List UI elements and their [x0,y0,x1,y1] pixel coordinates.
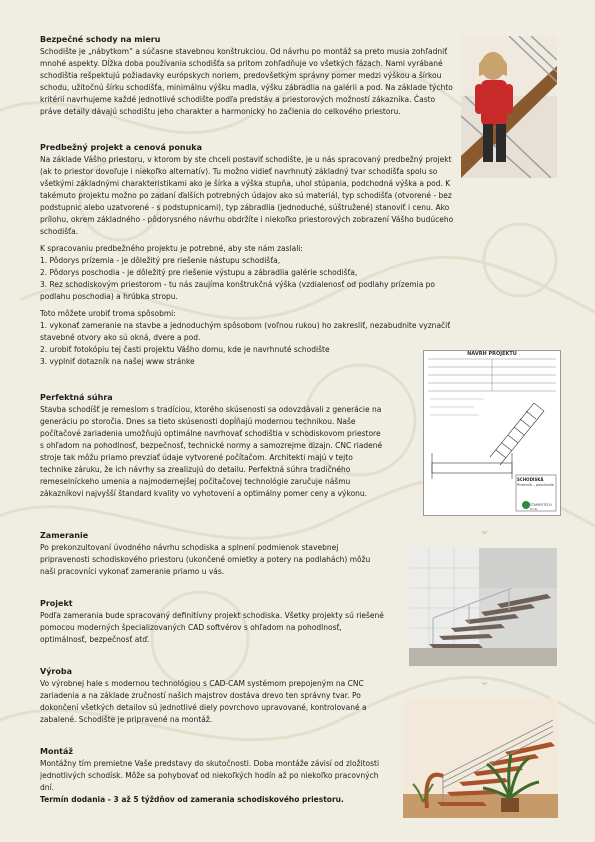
body-assembly: Montážny tím premietne Vaše predstavy do skutočnosti. Doba montáže závisí od zložitosti jednotlivých schodísk. Môže sa pohybovať od niekoľkých hodín až po niekoľko pracovných dní. [40,759,380,792]
section-project [40,598,385,646]
list-intro: K spracovaniu predbežného projektu je potrebné, aby ste nám zaslali: [40,244,303,253]
ways-intro: Toto môžete urobiť troma spôsobmi: [40,309,176,318]
delivery-term: Termín dodania - 3 až 5 týždňov od zamerania schodiskového priestoru. [40,795,344,804]
photo-child-on-stairs [461,36,557,178]
list-item: 2. Pôdorys poschodia - je dôležitý pre riešenie výstupu a zábradlia galérie schodišťa, [40,268,358,277]
body-measurement: Po prekonzultovaní úvodného návrhu schodiska a splnení podmienok stavebnej pripravenosti schodiskového priestoru (ukončené omietky a potery na podlahách) môžu naši pracovníci vykonať zameranie priamo u vás. [40,543,371,576]
drawing-title: NÁVRH PROJEKTU [467,351,517,357]
heading-perfect-harmony: Perfektná súhra [40,393,113,402]
section-preliminary-project [40,142,455,368]
chevron-down-icon: ⌄ [479,674,490,689]
drawing-contact: ŠTAMPOTECH s.r.o. [530,503,552,511]
drawing-brand: SCHODISKÁ [517,477,544,482]
heading-measurement: Zameranie [40,531,89,540]
body-production: Vo výrobnej hale s modernou technológiou s CAD-CAM systémom prepojeným na CNC zariadenia a na základe zručností našich majstrov dostáva drevo ten správny tvar. Po dokončení všetkých detailov sú jednotlivé diely povrchovo upravované, kontrolované a zabalené. Schodište je pripravené na montáž. [40,679,367,724]
body-preliminary-project: Na základe Vášho priestoru, v ktorom by ste chceli postaviť schodište, je u nás spracovaný predbežný projekt (ak to priestor dovoľuje i niekoľko alternatív). Tu možno vidieť navrhnutý základný tvar schodišťa spolu so všetkými základnými charakteristikami ako je šírka a výška stupňa, uhol stúpania, podchodná výška a pod. K takémuto projektu možno po zadaní ďalších potrebných údajov ako sú materiál, typ schodišťa (otvorené - bez podstupnic alebo uzatvorené - s podstupnicami), typ zábradlia (jednoduché, súštružené) stanoviť i cenu. Ako prílohu, okrem základného - pôdorysného návrhu obdržíte i niekoľko priestorových zobrazení Vášho budúceho schodišťa. [40,155,454,236]
list-item: 3. vyplniť dotazník na našej www stránke [40,357,195,366]
list-item: 1. vykonať zameranie na stavbe a jednoduchým spôsobom (voľnou rukou) ho zakresliť, nezabudnite vyznačiť stavebné otvory ako sú okná, dvere a pod. [40,321,451,342]
photo-modern-staircase [409,548,557,666]
list-item: 2. urobiť fotokópiu tej časti projektu Vášho domu, kde je navrhnuté schodište [40,345,330,354]
list-item: 3. Rez schodiskovým priestorom - tu nás zaujíma konštrukčná výška (vzdialenosť od podlahy prízemia po podlahu poschodia) a hrúbka stropu. [40,280,436,301]
section-perfect-harmony [40,392,385,500]
heading-safe-stairs: Bezpečné schody na mieru [40,35,161,44]
body-perfect-harmony: Stavba schodíšť je remeslom s tradíciou, ktorého skúsenosti sa odovzdávali z generácie na generáciu po storočia. Dnes sa tieto skúsenosti dopĺňajú modernou technikou. Naše počítačové zariadenia umožňujú optimálne navrhovať schodištia v schodiskovom priestore s ohľadom na pohodlnosť, bezpečnosť, technické normy a samozrejme dizajn. CNC riadené stroje tak môžu priamo prevziať údaje vytvorené počítačom. Architekti majú v tejto technike záruku, že ich návrhy sa zrealizujú do detailu. Perfektná súhra tradičného remeselníckeho umenia a najmodernejšej počítačovej technológie zaručuje nášmu zákazníkovi najvyšší štandard kvality vo vyhotovení a optimálny pomer ceny a výkonu. [40,405,383,498]
list-item: 1. Pôdorys prízemia - je dôležitý pre riešenie nástupu schodišťa, [40,256,281,265]
cad-drawing [423,350,561,516]
heading-production: Výroba [40,667,72,676]
heading-preliminary-project: Predbežný projekt a cenová ponuka [40,143,203,152]
photo-wooden-staircase [403,698,558,818]
body-project: Podľa zamerania bude spracovaný definitívny projekt schodiska. Všetky projekty sú riešené pomocou moderných špecializovaných CAD softvérov s ohľadom na pohodlnosť, optimálnosť, bezpečnosť atď. [40,611,384,644]
drawing-subtitle: Prízemie – poschodie [517,483,554,487]
section-assembly [40,746,385,806]
section-measurement [40,530,385,578]
section-production [40,666,385,726]
heading-project: Projekt [40,599,73,608]
heading-assembly: Montáž [40,747,74,756]
body-safe-stairs: Schodište je „nábytkom“ a súčasne stavebnou konštrukciou. Od návrhu po montáž sa preto musia zohľadniť mnohé aspekty. Dĺžka doba používania schodišťa sa pritom zohľadňuje vo všetkých fázach. Nami vyrábané schodištia rešpektujú požiadavky európskych noriem, predovšetkým správny pomer medzi výškou a šírkou schodu, užitočnú šírku schodišťa, minimálnu výšku madla, výšku zábradlia na galérii a pod. Na základe týchto kritérií navrhujeme každé jednotlivé schodište podľa predstáv a priestorových možností zákazníka. Často práve detaily dávajú schodištu jeho charakter a harmonicky ho začlenia do celkového priestoru. [40,47,453,116]
section-safe-stairs [40,34,455,118]
chevron-down-icon: ⌄ [479,523,490,538]
